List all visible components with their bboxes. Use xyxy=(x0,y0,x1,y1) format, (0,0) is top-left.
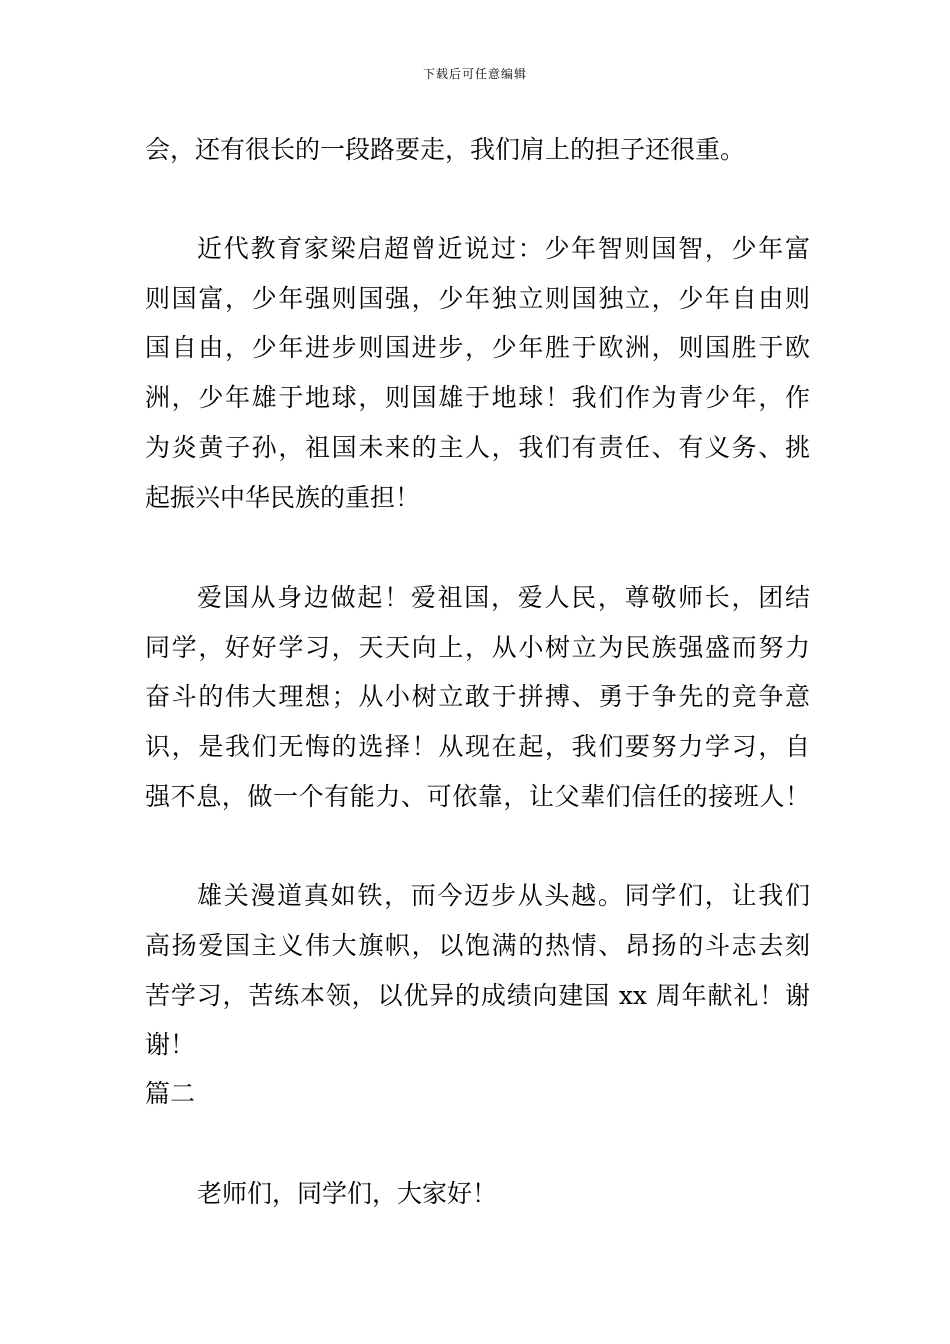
paragraph-line: 奋斗的伟大理想；从小树立敢于拼搏、勇于争先的竞争意 xyxy=(145,682,810,711)
paragraph-line: 洲，少年雄于地球，则国雄于地球！我们作为青少年，作 xyxy=(145,383,810,412)
paragraph-line: 老师们，同学们，大家好！ xyxy=(197,1179,498,1208)
paragraph-line: 谢！ xyxy=(145,1030,196,1059)
paragraph-line: 同学，好好学习，天天向上，从小树立为民族强盛而努力 xyxy=(145,633,810,662)
section-heading: 篇二 xyxy=(145,1079,196,1108)
page-header: 下载后可任意编辑 xyxy=(422,67,527,81)
paragraph-line: 为炎黄子孙，祖国未来的主人，我们有责任、有义务、挑 xyxy=(145,433,810,462)
paragraph-line: 近代教育家梁启超曾近说过：少年智则国智，少年富 xyxy=(197,234,810,263)
paragraph-line: 识，是我们无悔的选择！从现在起，我们要努力学习，自 xyxy=(145,732,810,761)
paragraph-line: 强不息，做一个有能力、可依靠，让父辈们信任的接班人！ xyxy=(145,782,810,811)
paragraph-line: 雄关漫道真如铁，而今迈步从头越。同学们，让我们 xyxy=(197,881,810,910)
paragraph-line: 爱国从身边做起！爱祖国，爱人民，尊敬师长，团结 xyxy=(197,583,810,612)
paragraph-line: 起振兴中华民族的重担！ xyxy=(145,483,421,512)
paragraph-line: 国自由，少年进步则国进步，少年胜于欧洲，则国胜于欧 xyxy=(145,333,810,362)
paragraph-line: 则国富，少年强则国强，少年独立则国独立，少年自由则 xyxy=(145,284,810,313)
paragraph-line: 高扬爱国主义伟大旗帜，以饱满的热情、昂扬的斗志去刻 xyxy=(145,931,810,960)
paragraph-line: 苦学习，苦练本领，以优异的成绩向建国 xx 周年献礼！谢 xyxy=(145,981,810,1010)
paragraph-line: 会，还有很长的一段路要走，我们肩上的担子还很重。 xyxy=(145,135,746,164)
